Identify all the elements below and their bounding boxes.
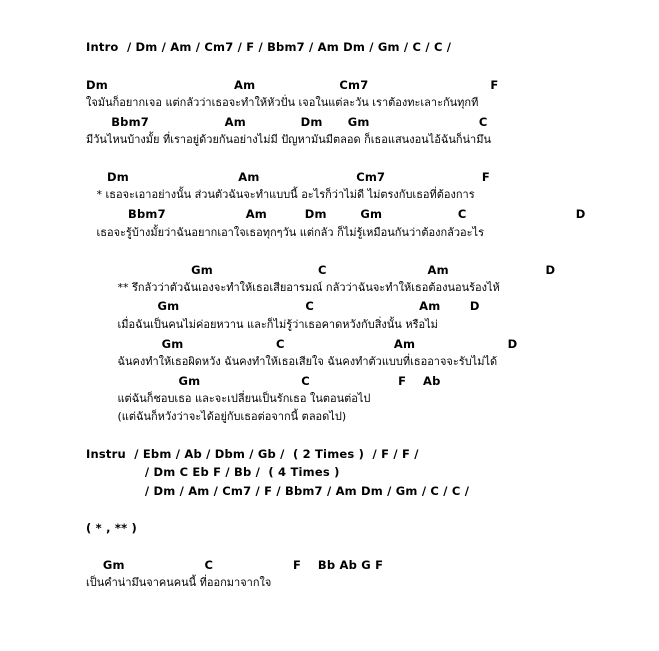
repeat-marker: ( * , ** ) <box>86 521 137 535</box>
chorus-lyric-line-3: ฉันคงทำให้เธอผิดหวัง ฉันคงทำให้เธอเสียใจ ฉันคงทำตัวแบบที่เธออาจจะรับไม่ได้ <box>86 355 498 368</box>
instru-chords-line-3: / Dm / Am / Cm7 / F / Bbm7 / Am Dm / Gm / C / C / <box>86 484 470 498</box>
outro-lyric-line: เป็นคำน่ามึนจาคนคนนี้ ที่ออกมาจากใจ <box>86 576 272 589</box>
chorus-chord-line-3: Gm C Am D <box>86 337 518 351</box>
outro-chord-line: Gm C F Bb Ab G F <box>86 558 384 572</box>
chorus-lyric-line-2: เมื่อฉันเป็นคนไม่ค่อยหวาน และก็ไม่รู้ว่าเธอคาดหวังกับสิ่งนั้น หรือไม่ <box>86 318 438 331</box>
verse1-lyric-line-2: มีวันไหนบ้างมั้ย ที่เราอยู่ด้วยกันอย่างไม่มี ปัญหามันมีตลอด ก็เธอแสนงอนไอ้ฉันก็น่ามึน <box>86 133 491 146</box>
chorus-lyric-line-1: ** รึกลัวว่าตัวฉันเองจะทำให้เธอเสียอารมณ์ กลัวว่าฉันจะทำให้เธอต้องนอนร้องไห้ <box>86 281 500 294</box>
chorus-chord-line-1: Gm C Am D <box>86 263 556 277</box>
verse2-chord-line-1: Dm Am Cm7 F <box>86 170 490 184</box>
intro-chords: Intro / Dm / Am / Cm7 / F / Bbm7 / Am Dm / Gm / C / C / <box>86 40 452 54</box>
chorus-chord-line-2: Gm C Am D <box>86 299 480 313</box>
verse2-lyric-line-1: * เธอจะเอาอย่างนั้น ส่วนตัวฉันจะทำแบบนี้ อะไรก็ว่าไม่ดี ไม่ตรงกับเธอที่ต้องการ <box>86 188 475 201</box>
verse1-chord-line-2: Bbm7 Am Dm Gm C <box>86 115 488 129</box>
chorus-lyric-line-4: แต่ฉันก็ชอบเธอ และจะเปลี่ยนเป็นรักเธอ ในตอนต่อไป <box>86 392 371 405</box>
verse2-lyric-line-2: เธอจะรู้บ้างมั้ยว่าฉันอยากเอาใจเธอทุกๆวัน แต่กลัว ก็ไม่รู้เหมือนกันว่าต้องกลัวอะไร <box>86 226 484 239</box>
verse2-chord-line-2: Bbm7 Am Dm Gm C D <box>86 207 586 221</box>
chorus-lyric-line-5: (แต่ฉันก็หวังว่าจะได้อยู่กับเธอต่อจากนี้ ตลอดไป) <box>86 410 347 423</box>
verse1-lyric-line-1: ใจมันก็อยากเจอ แต่กลัวว่าเธอจะทำให้หัวปั่น เจอในแต่ละวัน เราต้องทะเลาะกันทุกที <box>86 96 479 109</box>
verse1-chord-line-1: Dm Am Cm7 F <box>86 78 499 92</box>
instru-chords-line-2: / Dm C Eb F / Bb / ( 4 Times ) <box>86 465 340 479</box>
instru-chords-line-1: Instru / Ebm / Ab / Dbm / Gb / ( 2 Times ) / F / F / <box>86 447 419 461</box>
chorus-chord-line-4: Gm C F Ab <box>86 374 441 388</box>
